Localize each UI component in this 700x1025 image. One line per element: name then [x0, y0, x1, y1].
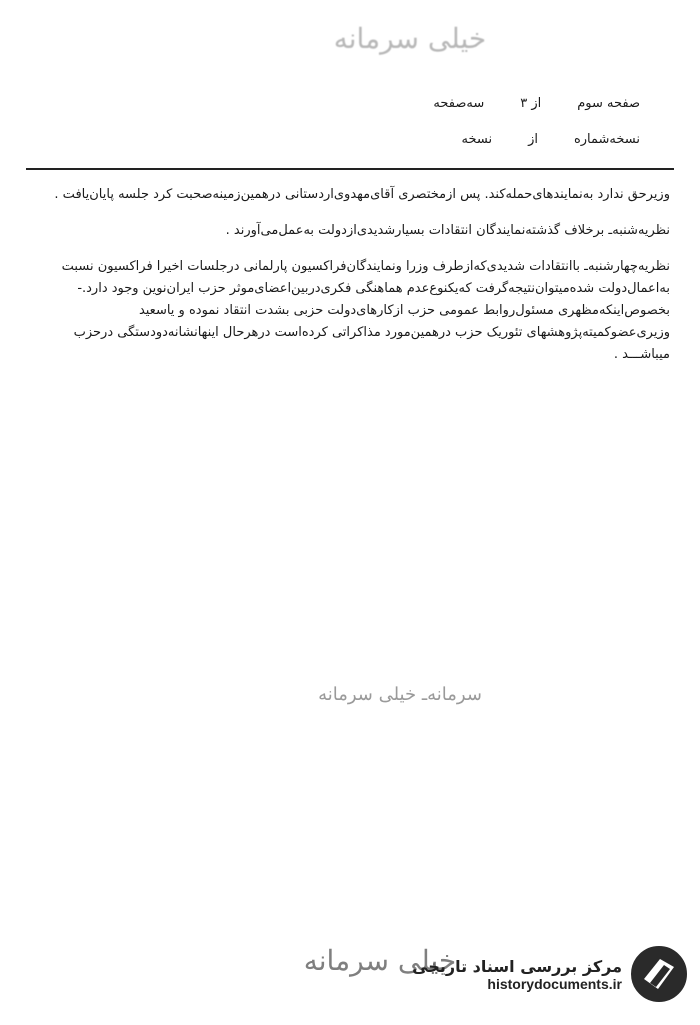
paragraph-1: وزیرحق ندارد به‌نمایندها‌ی‌حمله‌کند. پس ازمختصری آقای‌مهدوی‌اردستانی درهمین‌زمینه‌صحبت کرد جلسه پایان‌یافت . [54, 187, 670, 202]
archive-watermark [412, 941, 688, 1007]
page-label: صفحه سوم [577, 95, 640, 111]
paragraph-3: نظریه‌چهارشنبه‌ـ باانتقادات شدیدی‌که‌ازطرف وزرا ونمایندگان‌فراکسیون پارلمانی درجلسات اخیرا فراکسیون نسبت به‌اعمال‌دولت شده‌میتوان‌نتیجه‌گرفت که‌یکنوع‌عدم هماهنگی فکری‌دربین‌اعضای‌موثر حزب ایران‌نوین وجود دارد.- بخصوص‌اینکه‌مظهری مسئول‌روابط عمومی حزب ازکارهای‌دولت حزبی بشدت انتقاد نموده و یاسعید وزیری‌عضوکمیته‌پژوهشهای تئوریک حزب درهمین‌مورد مذاکراتی کرده‌است درهرحال اینهانشانه‌دودستگی درحزب میباشـــد . [61, 259, 670, 362]
page-number-row [433, 92, 640, 114]
watermark-url: historydocuments.ir [487, 975, 622, 992]
document-body [22, 184, 670, 380]
copy-of-label: از [528, 131, 538, 147]
classification-stamp-bottom: خیلی سرمانه [303, 944, 457, 977]
header-divider [26, 168, 674, 170]
page-total: سه‌صفحه [433, 95, 485, 111]
classification-stamp-middle: سرمانه‌ـ خیلی سرمانه [318, 684, 482, 705]
classification-stamp-top: خیلی سرمانه [333, 22, 487, 55]
watermark-name: مرکز بررسی اسناد تاریخی [412, 956, 622, 976]
copy-number-row [461, 128, 640, 150]
copy-label: نسخه‌شماره [573, 131, 640, 147]
page-of-label: از ۳ [520, 95, 542, 111]
copy-total: نسخه [461, 131, 493, 147]
archive-logo-icon [630, 945, 688, 1003]
paragraph-2: نظریه‌شنبه‌ـ برخلاف گذشته‌نمایندگان انتقادات بسیارشدیدی‌ازدولت به‌عمل‌می‌آورند . [225, 223, 670, 238]
